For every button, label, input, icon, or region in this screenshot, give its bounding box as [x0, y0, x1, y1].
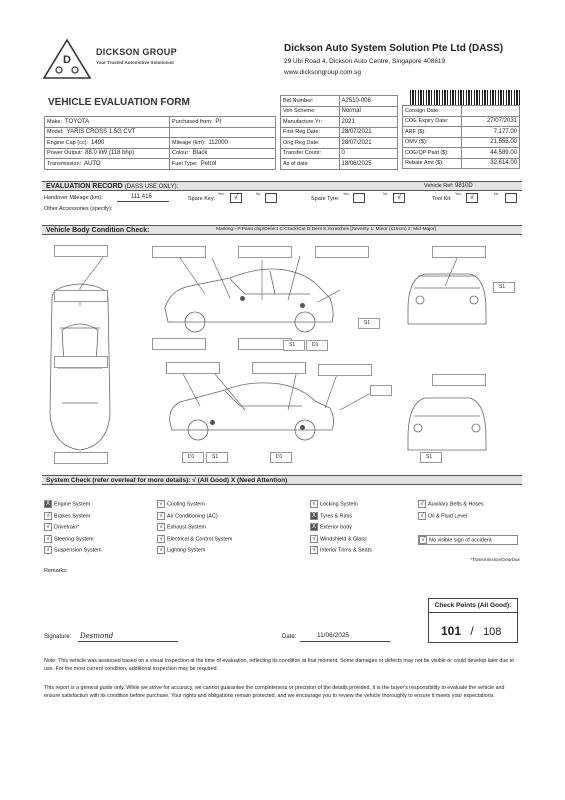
system-check-bar [42, 475, 522, 485]
damage-marker [210, 420, 215, 425]
info-row [45, 159, 276, 170]
info-value: 7,177.00 [461, 127, 520, 138]
system-check-item [44, 500, 90, 508]
spare-tyre-label: Spare Tyre: [311, 196, 340, 202]
check-points-box [428, 598, 518, 643]
vehicle-info-table [44, 116, 276, 170]
damage-box[interactable] [358, 318, 380, 329]
svg-text:D: D [63, 54, 71, 66]
tool-kit-yes-box[interactable] [466, 193, 478, 203]
company-address: 29 Ubi Road 4, Dickson Auto Centre, Singapore 408619 [284, 58, 446, 65]
info-label: Fuel Type: [172, 160, 198, 167]
company-website: www.dicksongroup.com.sg [284, 69, 361, 76]
info-label: Model: [47, 129, 64, 136]
spare-key-no-label: No [256, 192, 261, 196]
info-value: 32,614.00 [461, 158, 520, 169]
system-check-item [418, 500, 484, 508]
damage-box[interactable] [370, 385, 392, 396]
note-2: This report is a general guide only. While we strive for accuracy, we cannot guarantee the completeness or precision of the details provided. It is the buyer's responsibility to evaluate the vehicle and ensure satisfaction with its condition before purchase. Your rights and obligations remain protected, and we encourage you to review the vehicle thoroughly to ensure it meets your expectations. [44, 685, 505, 699]
other-accessories-label: Other Accessories (specify): [44, 206, 113, 212]
status-mark[interactable]: √ [44, 512, 52, 520]
status-mark[interactable]: √ [419, 536, 427, 544]
info-label: COE Expiry Date: [403, 116, 462, 127]
status-mark[interactable]: √ [157, 535, 165, 543]
info-label: Power Output: [47, 150, 83, 157]
system-check-item [157, 512, 218, 520]
status-mark[interactable]: √ [157, 512, 165, 520]
info-cell [45, 148, 170, 159]
info-cell [45, 117, 170, 128]
system-check-title: System Check (refer overleaf for more details): √ (All Good) X (Need Attention) [46, 477, 288, 484]
info-label: First Reg Date: [281, 127, 340, 138]
system-check-item [44, 523, 79, 531]
handover-label: Handover Mileage (km): [44, 195, 103, 201]
damage-box[interactable] [420, 452, 442, 463]
status-mark[interactable]: √ [418, 500, 426, 508]
info-value: Normal [339, 106, 398, 117]
system-check-item [418, 512, 467, 520]
info-row [403, 158, 520, 169]
system-item-label: Steering System [54, 535, 94, 542]
damage-box[interactable] [318, 364, 372, 376]
system-item-label: Lighting System [167, 547, 206, 554]
system-check-item [157, 500, 205, 508]
info-row [45, 148, 276, 159]
damage-box[interactable] [306, 340, 328, 351]
tick-mark: √ [470, 194, 474, 201]
info-label: Transfer Count: [281, 148, 340, 159]
system-item-label: Cooling System [167, 501, 205, 508]
logo-name: DICKSON GROUP [96, 47, 177, 57]
car-diagram [40, 238, 525, 468]
info-label: Transmission: [47, 160, 82, 167]
spare-tyre-no-box[interactable] [393, 193, 405, 203]
bid-info-table [280, 95, 398, 170]
info-cell [170, 138, 276, 149]
status-mark[interactable]: X [311, 524, 316, 530]
info-row [403, 106, 520, 117]
info-value: TOYOTA [64, 118, 90, 125]
damage-marker [300, 303, 305, 308]
info-label: Colour: [172, 150, 190, 157]
info-label: ARF ($): [403, 127, 462, 138]
damage-box[interactable] [54, 245, 108, 257]
damage-box[interactable] [432, 374, 486, 386]
damage-box[interactable] [166, 362, 220, 374]
info-label: Rebate Amt ($): [403, 158, 462, 169]
damage-box[interactable] [252, 362, 306, 374]
system-check-item [157, 523, 206, 531]
info-value: 112000 [208, 139, 228, 146]
system-item-label: Auxiliary Belts & Hoses [428, 501, 484, 508]
info-row [281, 159, 398, 170]
tick-mark: √ [397, 194, 401, 201]
damage-box[interactable] [54, 452, 108, 464]
info-label: Orig Reg Date: [281, 138, 340, 149]
spare-key-label: Spare Key: [188, 196, 216, 202]
system-footnote: *Transmission/Gearbox [470, 558, 520, 563]
info-cell [170, 127, 276, 138]
system-item-label: Tyres & Rims [320, 512, 353, 519]
system-check-item [44, 546, 102, 554]
info-label: As of date [281, 159, 340, 170]
info-label: OMV ($): [403, 137, 462, 148]
info-row [403, 148, 520, 159]
system-item-label: Locking System [320, 501, 359, 508]
system-check-item [310, 500, 358, 508]
system-item-label: Oil & Fluid Level [428, 512, 468, 519]
check-points-total: 108 [483, 626, 502, 638]
check-points-title: Check Points (All Good): [429, 599, 517, 613]
info-row [403, 127, 520, 138]
info-value: 18/06/2025 [339, 159, 398, 170]
info-label: Manufacture Yr: [281, 117, 340, 128]
info-row [281, 96, 398, 107]
damage-box[interactable] [432, 246, 486, 258]
system-item-label: Electrical & Control System [167, 535, 233, 542]
info-value: Black [192, 150, 208, 157]
system-item-label: Suspension System [54, 547, 102, 554]
damage-marker [240, 296, 245, 301]
info-cell [45, 127, 170, 138]
status-mark[interactable]: X [311, 512, 316, 519]
company-name: Dickson Auto System Solution Pte Ltd (DASS) [284, 43, 504, 54]
tick-mark: √ [234, 194, 238, 201]
handover-field[interactable] [117, 193, 169, 202]
info-value: 2021 [339, 117, 398, 128]
date-label: Date: [282, 634, 297, 640]
info-value: PI [215, 118, 222, 125]
spare-key-yes-label: Yes [218, 192, 224, 196]
info-value: YARIS CROSS 1.5G CVT [66, 129, 136, 136]
info-label: Mileage (km): [172, 139, 206, 146]
system-item-label: No visible sign of accident [429, 536, 492, 543]
status-mark[interactable]: √ [44, 523, 52, 531]
system-check-item [310, 546, 372, 554]
info-cell [170, 159, 276, 170]
system-check-item [310, 523, 352, 531]
system-check-item [310, 535, 367, 543]
vehicle-ref-label: Vehicle Ref: [424, 183, 454, 189]
info-value: 21,555.00 [461, 137, 520, 148]
info-row [403, 116, 520, 127]
info-value: Petrol [200, 160, 217, 167]
system-item-label: Engine System [54, 501, 91, 508]
system-check-item [44, 512, 90, 520]
damage-box[interactable] [54, 290, 108, 302]
system-check-item [310, 512, 352, 520]
status-mark[interactable]: √ [310, 500, 318, 508]
damage-box[interactable] [152, 338, 206, 350]
info-value: 28/07/2021 [339, 127, 398, 138]
damage-box[interactable] [238, 246, 292, 258]
damage-box[interactable] [270, 452, 292, 463]
damage-tag: S1 [499, 284, 506, 290]
info-row [281, 117, 398, 128]
info-row [281, 106, 398, 117]
damage-box[interactable] [206, 452, 228, 463]
form-title: VEHICLE EVALUATION FORM [48, 97, 190, 108]
info-value: AUTO [84, 160, 101, 167]
damage-tag: D1 [276, 454, 283, 460]
handover-value: 111,416 [131, 194, 152, 200]
damage-box[interactable] [182, 452, 204, 463]
date-value: 11/06/2025 [317, 632, 350, 639]
remarks-label: Remarks: [44, 568, 68, 574]
info-value: 1490 [90, 139, 105, 146]
note-1: Note: This vehicle was assessed based on a visual inspection at the time of evaluation, reflecting its condition at that moment. Some damages or defects may not be visible or could develop later due to use. For the most current condition, additional inspection may be required. [44, 658, 515, 672]
system-item-label: Exhaust System [167, 524, 206, 531]
barcode [410, 90, 522, 105]
system-item-label: Air Conditioning (AC) [167, 512, 218, 519]
system-item-label: Drivetrain* [54, 524, 80, 531]
info-value: 0 [339, 148, 398, 159]
vehicle-ref-value: 9810D [455, 183, 473, 189]
damage-marker [300, 425, 305, 430]
signature-value: Desmond [80, 632, 114, 640]
spare-tyre-yes-box[interactable] [353, 193, 365, 203]
info-row [45, 127, 276, 138]
status-mark[interactable]: √ [310, 535, 318, 543]
damage-box[interactable] [283, 340, 305, 351]
damage-box[interactable] [152, 246, 206, 258]
spare-tyre-no-label: No [383, 192, 388, 196]
status-mark[interactable]: √ [44, 535, 52, 543]
status-mark[interactable]: √ [418, 512, 426, 520]
coe-info-table [402, 105, 520, 169]
info-value: 28/07/2021 [339, 138, 398, 149]
info-cell [170, 148, 276, 159]
status-mark[interactable]: √ [44, 546, 52, 554]
logo-tagline: Your Trusted Automotive Solutionist [96, 60, 174, 65]
system-item-label: Windshield & Glass [320, 535, 367, 542]
damage-box[interactable] [315, 246, 369, 258]
info-label: COE/QP Paid ($): [403, 148, 462, 159]
system-check-item [418, 535, 518, 545]
signature-field[interactable] [78, 632, 178, 642]
damage-tag: S1 [364, 320, 371, 326]
spare-key-yes-box[interactable] [230, 193, 242, 203]
info-value: 27/07/2031 [461, 116, 520, 127]
status-mark[interactable]: √ [157, 546, 165, 554]
system-check-item [157, 546, 205, 554]
tool-kit-yes-label: Yes [455, 192, 461, 196]
info-cell [170, 117, 276, 128]
info-row [403, 137, 520, 148]
eval-subtitle: (DASS USE ONLY): [124, 184, 179, 190]
eval-title: EVALUATION RECORD [46, 183, 123, 190]
info-label: Veh Scheme: [281, 106, 340, 117]
status-mark[interactable]: √ [310, 546, 318, 554]
tool-kit-no-label: No [494, 192, 499, 196]
info-label: Make: [47, 118, 62, 125]
system-item-label: Brakes System [54, 512, 91, 519]
body-check-legend: Marking:- P:Paint chip/Defect C:Crack/Cut D:Dent S:Scratches [Severity 1: Minor (≤15cm) 2: Mid-Major] [216, 227, 436, 232]
info-label: Consign Date: [403, 106, 462, 117]
damage-tag: S1 [212, 454, 219, 460]
info-cell [45, 159, 170, 170]
logo-icon [42, 38, 92, 80]
body-check-title: Vehicle Body Condition Check: [46, 227, 150, 234]
info-value: A2510-006 [339, 96, 398, 107]
damage-tag: S1 [426, 454, 433, 460]
info-value: 88.0 kW (118 bhp) [85, 150, 135, 157]
signature-label: Signature: [44, 634, 72, 640]
spare-key-no-box[interactable] [265, 193, 277, 203]
system-check-item [44, 535, 94, 543]
info-row [45, 138, 276, 149]
info-label: Bid Number: [281, 96, 340, 107]
check-points-value: 101 [441, 624, 462, 638]
tool-kit-label: Tool Kit: [432, 196, 452, 202]
status-mark[interactable]: X [45, 501, 50, 507]
check-points-slash: / [470, 624, 474, 638]
status-mark[interactable]: √ [157, 523, 165, 531]
info-value: 44,589.00 [461, 148, 520, 159]
system-item-label: Exterior body [320, 524, 352, 531]
tool-kit-no-box[interactable] [505, 193, 517, 203]
damage-box[interactable] [493, 282, 515, 293]
damage-box[interactable] [54, 356, 108, 368]
info-row [281, 138, 398, 149]
info-value [461, 106, 520, 117]
status-mark[interactable]: √ [157, 500, 165, 508]
info-label: Purchased from: [172, 118, 213, 125]
system-check-item [157, 535, 232, 543]
company-logo [42, 38, 92, 80]
info-cell [45, 138, 170, 149]
remarks-area[interactable] [44, 576, 414, 626]
system-item-label: Interior Trims & Seats [320, 547, 372, 554]
date-field[interactable] [300, 632, 390, 642]
info-row [281, 127, 398, 138]
info-row [45, 117, 276, 128]
info-row [281, 148, 398, 159]
damage-tag: D1 [312, 342, 319, 348]
damage-tag: D1 [188, 454, 195, 460]
spare-tyre-yes-label: Yes [343, 192, 349, 196]
info-label: Engine Cap (cc): [47, 139, 88, 146]
damage-tag: S1 [289, 342, 296, 348]
